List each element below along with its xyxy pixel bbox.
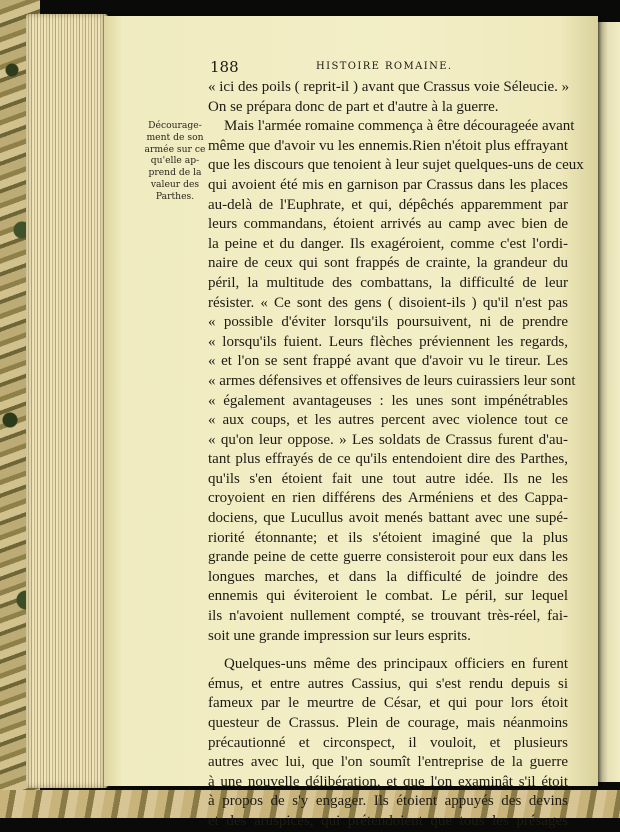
- text-line: au-delà de l'Euphrate, et qui, dépêchés apparemment par: [208, 196, 568, 213]
- text-line: soit une grande impression sur leurs esprits.: [208, 627, 471, 644]
- text-line: « possible d'éviter lorsqu'ils poursuivent, ni de prendre: [208, 314, 568, 331]
- text-line: « lorsqu'ils fuient. Leurs flèches préviennent les regards,: [208, 333, 568, 350]
- text-line: croyoient en rien différens des Arméniens et des Cappa-: [208, 490, 568, 507]
- margin-note-line: qu'elle ap-: [150, 155, 200, 167]
- text-line: « qu'on leur oppose. » Les soldats de Crassus furent d'au-: [208, 431, 568, 448]
- text-line: qui avoient été mis en garnison par Crassus dans les places: [208, 176, 568, 193]
- text-line: leurs commandans, étoient arrivés au camp avec bien de: [208, 216, 568, 233]
- body-text: [208, 78, 584, 832]
- text-line: péril, la multitude des combattans, la difficulté de leur: [208, 274, 568, 291]
- running-title: HISTOIRE ROMAINE.: [316, 61, 453, 72]
- margin-note-line: valeur des: [150, 178, 200, 190]
- text-line: ennemis qui éviteroient le combat. Le péril, sur lequel: [208, 588, 568, 605]
- facing-page-edge: [598, 22, 620, 782]
- text-line: qu'ils s'en étoient fait une tout autre idée. Ils ne les: [208, 470, 568, 487]
- text-line: « et l'on se sent frappé avant que d'avoir vu le tireur. Les: [208, 353, 568, 370]
- text-line: autres avec lui, que l'on soumît l'entreprise de la guerre: [208, 754, 568, 771]
- text-line: que les discours que tenoient à leur sujet quelques-uns de ceux: [208, 157, 584, 174]
- text-line: résister. « Ce sont des gens ( disoient-ils ) qu'il n'est pas: [208, 294, 568, 311]
- paragraph: [208, 655, 568, 831]
- margin-note-line: Décourage-: [148, 120, 202, 131]
- text-line: la peine et du danger. Ils exagéroient, comme c'est l'ordi-: [208, 235, 568, 252]
- text-line: « aux coups, et les autres percent avec violence tout ce: [208, 412, 568, 429]
- text-line: et des aruspices, qui prétendoient que tous les présages: [208, 812, 568, 829]
- text-line: questeur de Crassus. Plein de courage, mais néanmoins: [208, 715, 568, 731]
- text-line: tant plus effrayés de ce qu'ils entendoient dire des Parthes,: [208, 451, 568, 468]
- text-line: ils n'avoient nullement compté, se trouvant très-réel, fai-: [208, 608, 568, 625]
- text-line: naire de ceux qui sont frappés de crainte, la grandeur du: [208, 255, 568, 272]
- text-line: même que d'avoir vu les ennemis.Rien n'étoit plus effrayant: [208, 137, 568, 154]
- margin-note-line: prend de la: [148, 167, 202, 179]
- margin-note-line: Parthes.: [155, 190, 195, 202]
- text-line: grande peine de cette guerre consisteroit pour eux dans les: [208, 549, 568, 566]
- text-line: longues marches, et dans la difficulté de joindre des: [208, 568, 568, 585]
- text-line: à propos de s'y engager. Ils étoient appuyés des devins: [208, 793, 568, 810]
- text-line: précautionné et circonspect, il vouloit, et plusieurs: [208, 734, 568, 751]
- text-line: fameux par le meurtre de César, et qui pour lors étoit: [208, 695, 568, 712]
- margin-note-line: armée sur ce: [144, 143, 206, 155]
- stacked-page-edges: [26, 14, 108, 788]
- margin-note: [144, 120, 206, 203]
- paragraph: [208, 117, 584, 646]
- text-line: riorité étonnante; et ils s'étoient imaginé que la plus: [208, 529, 568, 546]
- page-header: [210, 58, 570, 80]
- paragraph-gap: [208, 646, 568, 655]
- text-line: dociens, que Lucullus avoit menés battant avec une supé-: [208, 510, 568, 527]
- text-line: « également avantageuses : les unes sont impénétrables: [208, 392, 568, 409]
- margin-note-line: ment de son: [146, 131, 204, 143]
- text-line: « ici des poils ( reprit-il ) avant que Crassus voie Séleucie. »: [208, 79, 570, 95]
- text-line: Mais l'armée romaine commença à être décourageée avant: [224, 118, 575, 135]
- text-line: Quelques-uns même des principaux officiers en furent: [224, 656, 568, 673]
- page-number: 188: [210, 58, 239, 76]
- text-line: à une nouvelle délibération, et que l'on examinât s'il étoit: [208, 773, 568, 790]
- text-line: émus, et entre autres Cassius, qui s'est rendu depuis si: [208, 675, 568, 692]
- paragraph: [208, 78, 568, 117]
- text-line: « armes défensives et offensives de leurs cuirassiers leur sont: [208, 372, 576, 389]
- text-line: On se prépara donc de part et d'autre à la guerre.: [208, 98, 499, 115]
